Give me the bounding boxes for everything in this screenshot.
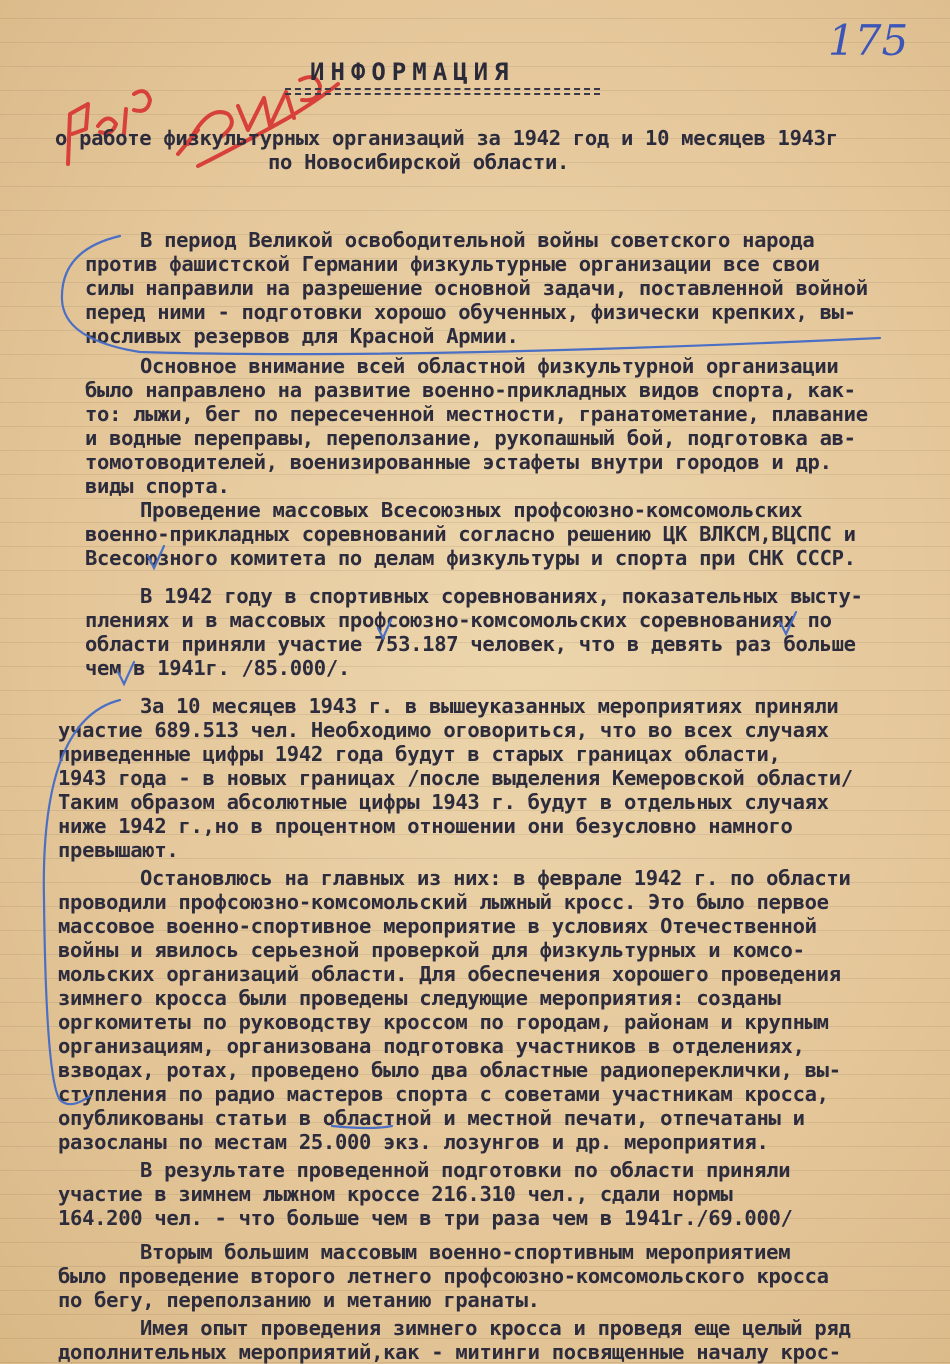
underline-mark <box>332 1126 392 1128</box>
archive-page-number: 175 <box>828 16 909 65</box>
text-line: Всесоюзного комитета по делам физкультуры и спорта при СНК СССР. <box>85 546 856 570</box>
text-line: массовое военно-спортивное мероприятие в условиях Отечественной <box>58 914 817 938</box>
text-line: силы направили на разрешение основной задачи, поставленной войной <box>85 276 868 300</box>
text-line: 164.200 чел. - что больше чем в три раза чем в 1941г./69.000/ <box>58 1206 793 1230</box>
text-line: томотоводителей, военизированные эстафеты внутри городов и др. <box>85 450 832 474</box>
text-line: проводили профсоюзно-комсомольский лыжный кросс. Это было первое <box>58 890 829 914</box>
subtitle-line-1: о работе физкультурных организаций за 1942 год и 10 месяцев 1943г <box>55 126 838 150</box>
text-line: мольских организаций области. Для обеспечения хорошего проведения <box>58 962 841 986</box>
text-line: В результате проведенной подготовки по области приняли <box>140 1158 791 1182</box>
text-line: Остановлюсь на главных из них: в феврале 1942 г. по области <box>140 866 851 890</box>
check-mark <box>118 662 134 684</box>
text-line: зимнего кросса были проведены следующие мероприятия: созданы <box>58 986 781 1010</box>
text-line: ниже 1942 г.,но в процентном отношении они безусловно намного <box>58 814 793 838</box>
text-line: виды спорта. <box>85 474 230 498</box>
text-line: по бегу, переползанию и метанию гранаты. <box>58 1288 540 1312</box>
text-line: и водные переправы, переползание, рукопашный бой, подготовка ав- <box>85 426 856 450</box>
text-line: плениях и в массовых профсоюзно-комсомольских соревнованиях по <box>85 608 832 632</box>
check-mark <box>148 546 164 568</box>
blue-bracket-paragraph-1 <box>62 236 880 354</box>
text-line: Проведение массовых Всесоюзных профсоюзно-комсомольских <box>140 498 803 522</box>
text-line: Имея опыт проведения зимнего кросса и проведя еще целый ряд <box>140 1316 851 1340</box>
text-line: войны и явилось серьезной проверкой для физкультурных и комсо- <box>58 938 805 962</box>
stamp-text: всем обрн <box>48 19 135 38</box>
text-line: было направлено на развитие военно-прикладных видов спорта, как- <box>85 378 856 402</box>
text-line: чем в 1941г. /85.000/. <box>85 656 350 680</box>
text-line: военно-прикладных соревнований согласно решению ЦК ВЛКСМ,ВЦСПС и <box>85 522 856 546</box>
text-line: было проведение второго летнего профсоюзно-комсомольского кросса <box>58 1264 829 1288</box>
subtitle-line-2: по Новосибирской области. <box>268 150 570 174</box>
text-line: то: лыжи, бег по пересеченной местности, гранатометание, плавание <box>85 402 868 426</box>
text-line: перед ними - подготовки хорошо обученных, физически крепких, вы- <box>85 300 856 324</box>
document-title: ИНФОРМАЦИЯ <box>310 58 515 86</box>
check-mark <box>378 620 391 638</box>
text-line: организациям, организована подготовка участников в отделениях, <box>58 1034 805 1058</box>
text-line: 1943 года - в новых границах /после выделения Кемеровской области/ <box>58 766 853 790</box>
text-line: оргкомитеты по руководству кроссом по городам, районам и крупным <box>58 1010 829 1034</box>
text-line: Таким образом абсолютные цифры 1943 г. будут в отдельных случаях <box>58 790 829 814</box>
text-line: ступления по радио мастеров спорта с советами участникам кросса, <box>58 1082 829 1106</box>
text-line: взводах, ротах, проведено было два областные радиопереклички, вы- <box>58 1058 841 1082</box>
text-line: разосланы по местам 25.000 экз. лозунгов и др. мероприятия. <box>58 1130 769 1154</box>
check-mark <box>780 612 796 634</box>
text-line: Основное внимание всей областной физкультурной организации <box>140 354 839 378</box>
text-line: участие 689.513 чел. Необходимо оговориться, что во всех случаях <box>58 718 829 742</box>
text-line: За 10 месяцев 1943 г. в вышеуказанных мероприятиях приняли <box>140 694 839 718</box>
text-line: участие в зимнем лыжном кроссе 216.310 чел., сдали нормы <box>58 1182 733 1206</box>
text-line: против фашистской Германии физкультурные организации все свои <box>85 252 820 276</box>
text-line: области приняли участие 753.187 человек, что в девять раз больше <box>85 632 856 656</box>
text-line: приведенные цифры 1942 года будут в старых границах области, <box>58 742 781 766</box>
text-line: носливых резервов для Красной Армии. <box>85 324 519 348</box>
text-line: В 1942 году в спортивных соревнованиях, показательных высту- <box>140 584 863 608</box>
text-line: опубликованы статьи в областной и местной печати, отпечатаны и <box>58 1106 805 1130</box>
text-line: превышают. <box>58 838 179 862</box>
text-line: В период Великой освободительной войны советского народа <box>140 228 815 252</box>
text-line: Вторым большим массовым военно-спортивным мероприятием <box>140 1240 791 1264</box>
blue-bracket-paragraph-2 <box>44 700 120 1104</box>
text-line: дополнительных мероприятий,как - митинги посвященные началу крос- <box>58 1340 841 1364</box>
